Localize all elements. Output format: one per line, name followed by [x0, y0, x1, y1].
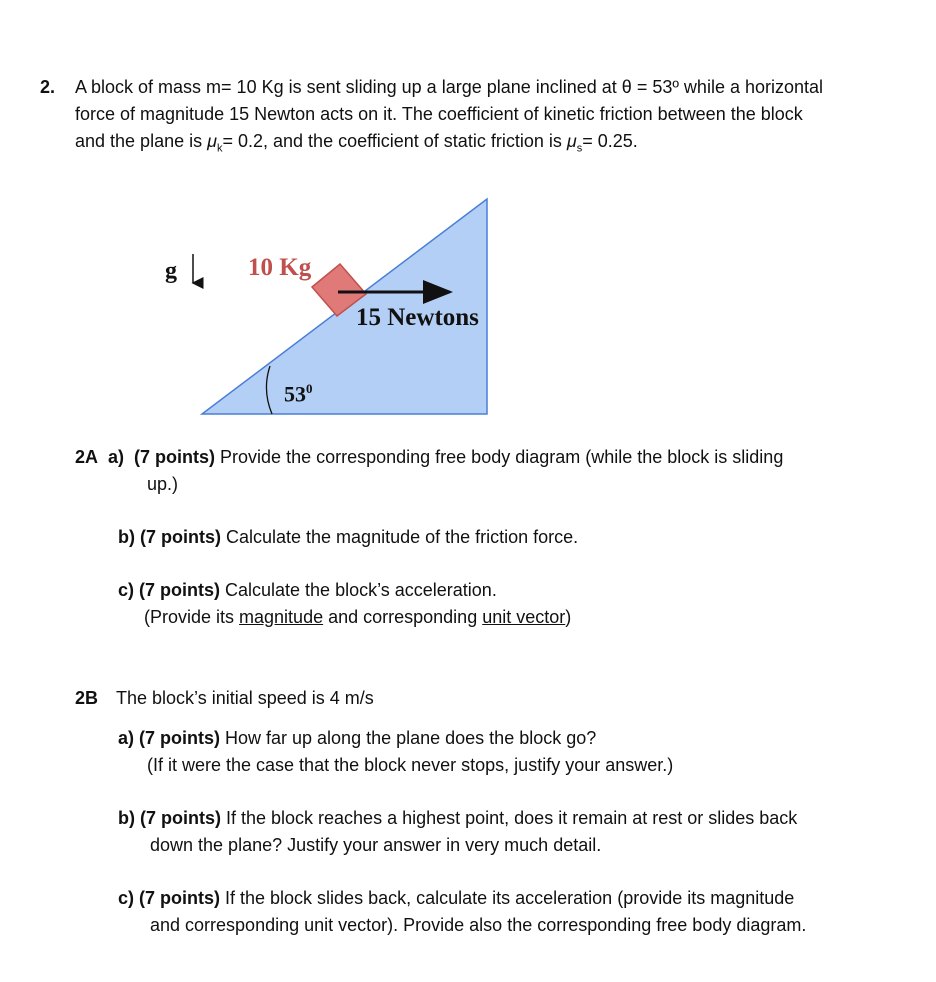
force-label: 15 Newtons — [356, 304, 479, 331]
part-2a-a-label: a) — [108, 447, 125, 467]
k-subscript: k — [216, 142, 223, 155]
part-2a-c-text: Calculate the block’s acceleration. — [220, 580, 497, 600]
part-2b-b-label: b) (7 points) — [118, 808, 221, 828]
part-2b-b-text: If the block reaches a highest point, does it remain at rest or slides back — [220, 808, 798, 828]
s-subscript: s — [576, 142, 583, 155]
problem-line-3-start: and the plane is — [75, 131, 208, 151]
part-2b-b — [118, 807, 797, 829]
part-2a-a-points: (7 points) — [134, 447, 216, 467]
part-2a-b — [118, 526, 578, 548]
part-2b-a-label: a) (7 points) — [118, 728, 220, 748]
mass-label: 10 Kg — [248, 254, 312, 281]
part-2b-b-cont: down the plane? Justify your answer in very much detail. — [150, 835, 602, 855]
part-2a-a-text: Provide the corresponding free body diagram (while the block is sliding — [215, 447, 784, 467]
part-2b-intro: The block’s initial speed is 4 m/s — [116, 688, 374, 708]
mu-s-symbol: μ — [566, 131, 577, 151]
angle-value: 53 — [284, 381, 306, 407]
angle-superscript: 0 — [306, 381, 313, 396]
part-2b-c-text: If the block slides back, calculate its acceleration (provide its magnitude — [220, 888, 795, 908]
problem-line-2: force of magnitude 15 Newton acts on it. The coefficient of kinetic friction between the block — [75, 104, 803, 124]
part-2a-tag: 2A — [75, 447, 99, 467]
part-2b-a-sub: (If it were the case that the block never stops, justify your answer.) — [147, 755, 674, 775]
magnitude-underlined: magnitude — [239, 607, 324, 627]
part-2a-b-text: Calculate the magnitude of the friction force. — [220, 527, 579, 547]
problem-line-3-end: = 0.25. — [582, 131, 638, 151]
gravity-label: g — [165, 258, 177, 284]
angle-label — [284, 376, 313, 407]
problem-number: 2. — [40, 77, 56, 97]
problem-line-3-mid: = 0.2, and the coefficient of static friction is — [222, 131, 567, 151]
part-2b-c-cont: and corresponding unit vector). Provide also the corresponding free body diagram. — [150, 915, 807, 935]
part-2b-a-text: How far up along the plane does the block go? — [220, 728, 597, 748]
part-2b-tag: 2B — [75, 688, 99, 708]
problem-line-1: A block of mass m= 10 Kg is sent sliding up a large plane inclined at θ = 53º while a horizontal — [75, 77, 824, 97]
part-2a-c-sub-3: ) — [565, 607, 572, 627]
part-2a-b-label: b) (7 points) — [118, 527, 221, 547]
part-2a-c-label: c) (7 points) — [118, 580, 220, 600]
part-2a-c — [118, 579, 497, 601]
part-2b-c-label: c) (7 points) — [118, 888, 220, 908]
part-2a-a-cont: up.) — [147, 474, 179, 494]
part-2a-c-sub-1: (Provide its — [144, 607, 240, 627]
part-2a-c-sub-2: and corresponding — [323, 607, 483, 627]
part-2a-a — [108, 446, 783, 468]
unit-vector-underlined: unit vector — [482, 607, 566, 627]
mu-k-symbol: μ — [207, 131, 217, 151]
part-2b-c — [118, 887, 794, 909]
part-2b-a — [118, 727, 596, 749]
part-2a-c-sub — [144, 606, 571, 628]
